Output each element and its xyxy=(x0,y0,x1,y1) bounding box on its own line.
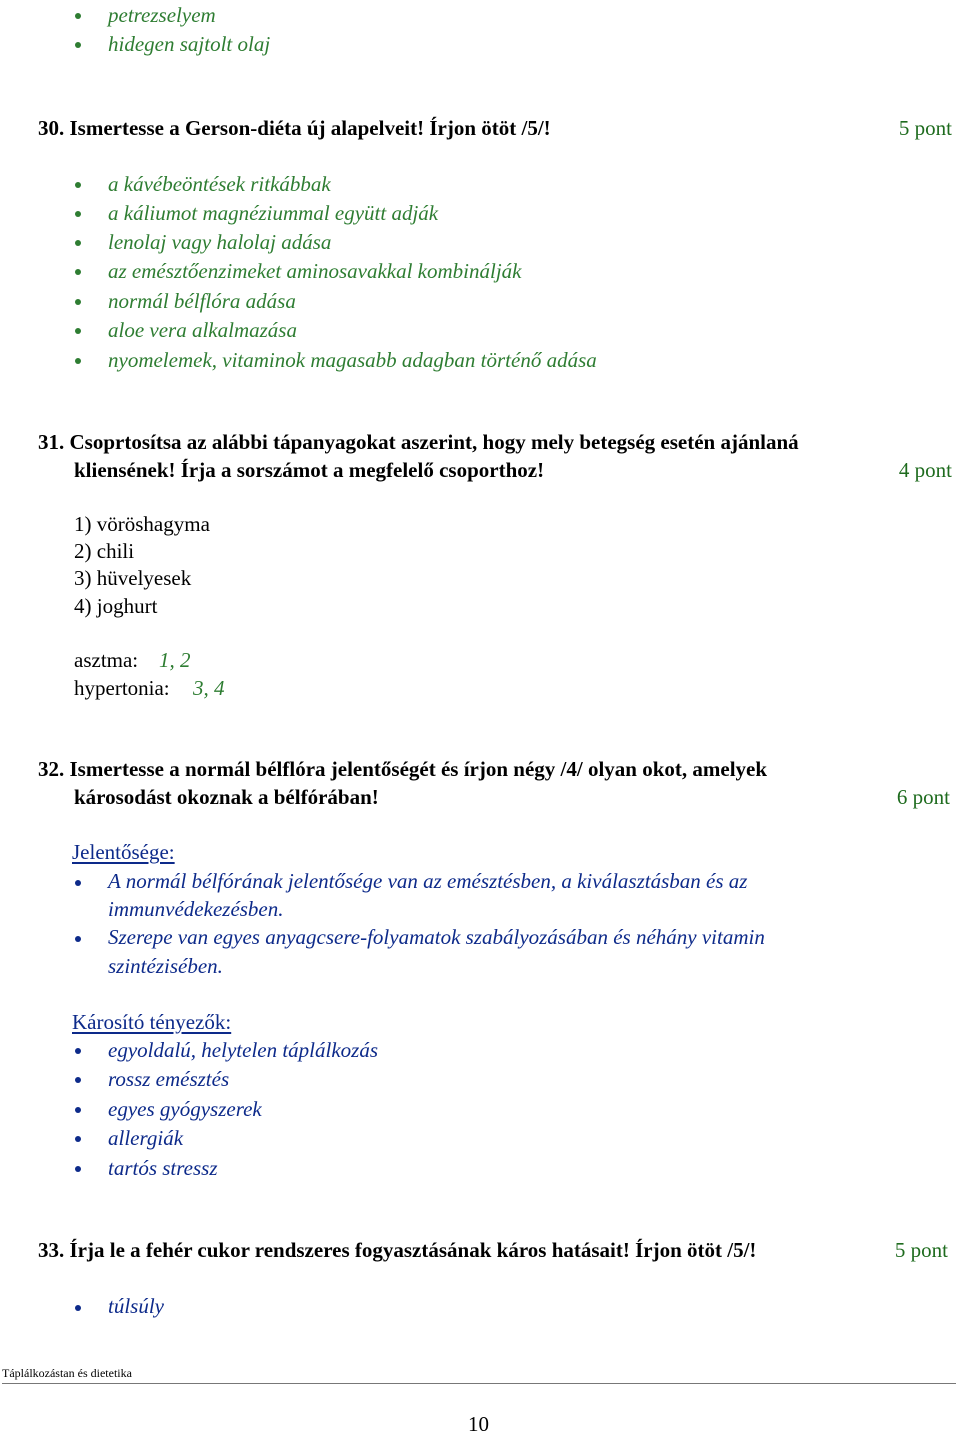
question-33: 33. Írja le a fehér cukor rendszeres fogyasztásának káros hatásait! Írjon ötöt /5/! xyxy=(38,1238,757,1262)
answer-item: normál bélflóra adása xyxy=(108,289,296,313)
question-32-line2: károsodást okoznak a bélfórában! xyxy=(74,785,379,809)
group-answer-asztma: 1, 2 xyxy=(159,648,191,672)
answer-item: a káliumot magnéziummal együtt adják xyxy=(108,201,439,225)
bullet-icon xyxy=(75,240,81,246)
bullet-icon xyxy=(75,880,81,886)
page-number: 10 xyxy=(468,1412,489,1436)
bullet-icon xyxy=(75,1107,81,1113)
factor-item: egyes gyógyszerek xyxy=(108,1097,262,1121)
points-30: 5 pont xyxy=(898,116,952,140)
significance-item-line2: immunvédekezésben. xyxy=(108,897,284,921)
list-item: petrezselyem xyxy=(108,3,216,27)
bullet-icon xyxy=(75,269,81,275)
list-item: hidegen sajtolt olaj xyxy=(108,32,271,56)
factor-item: tartós stressz xyxy=(108,1156,218,1180)
points-32: 6 pont xyxy=(896,785,950,809)
factors-heading: Károsító tényezők: xyxy=(72,1010,232,1034)
bullet-icon xyxy=(75,1305,81,1311)
bullet-icon xyxy=(75,1048,81,1054)
significance-item-line2: szintézisében. xyxy=(108,954,223,978)
bullet-icon xyxy=(75,42,81,48)
answer-item: aloe vera alkalmazása xyxy=(108,318,297,342)
answer-item: túlsúly xyxy=(108,1294,164,1318)
factor-item: egyoldalú, helytelen táplálkozás xyxy=(108,1038,379,1062)
answer-item: nyomelemek, vitaminok magasabb adagban történő adása xyxy=(108,348,597,372)
factor-item: allergiák xyxy=(108,1126,184,1150)
group-answer-hypertonia: 3, 4 xyxy=(193,676,225,700)
points-31: 4 pont xyxy=(898,458,952,482)
nutrient-item: 1) vöröshagyma xyxy=(74,512,210,536)
footer-title: Táplálkozástan és dietetika xyxy=(2,1366,132,1380)
bullet-icon xyxy=(75,358,81,364)
nutrient-item: 4) joghurt xyxy=(74,594,158,618)
bullet-icon xyxy=(75,328,81,334)
answer-item: a kávébeöntések ritkábbak xyxy=(108,172,331,196)
bullet-icon xyxy=(75,936,81,942)
bullet-icon xyxy=(75,182,81,188)
bullet-icon xyxy=(75,211,81,217)
question-30: 30. Ismertesse a Gerson-diéta új alapelveit! Írjon ötöt /5/! xyxy=(38,116,551,140)
answer-item: az emésztőenzimeket aminosavakkal kombinálják xyxy=(108,259,522,283)
question-32-line1: 32. Ismertesse a normál bélflóra jelentőségét és írjon négy /4/ olyan okot, amelyek xyxy=(38,757,768,781)
significance-item-line1: Szerepe van egyes anyagcsere-folyamatok szabályozásában és néhány vitamin xyxy=(108,925,765,949)
bullet-icon xyxy=(75,299,81,305)
bullet-icon xyxy=(75,1136,81,1142)
significance-heading: Jelentősége: xyxy=(72,840,175,864)
footer-divider xyxy=(2,1383,956,1384)
group-label-asztma: asztma: xyxy=(74,648,139,672)
group-label-hypertonia: hypertonia: xyxy=(74,676,170,700)
bullet-icon xyxy=(75,1077,81,1083)
nutrient-item: 3) hüvelyesek xyxy=(74,566,192,590)
question-31-line2: kliensének! Írja a sorszámot a megfelelő csoporthoz! xyxy=(74,458,545,482)
points-33: 5 pont xyxy=(894,1238,948,1262)
question-31-line1: 31. Csoprtosítsa az alábbi tápanyagokat aszerint, hogy mely betegség esetén ajánlaná xyxy=(38,430,799,454)
bullet-icon xyxy=(75,13,81,19)
nutrient-item: 2) chili xyxy=(74,539,135,563)
answer-item: lenolaj vagy halolaj adása xyxy=(108,230,332,254)
significance-item-line1: A normál bélfórának jelentősége van az emésztésben, a kiválasztásban és az xyxy=(108,869,748,893)
factor-item: rossz emésztés xyxy=(108,1067,230,1091)
bullet-icon xyxy=(75,1166,81,1172)
